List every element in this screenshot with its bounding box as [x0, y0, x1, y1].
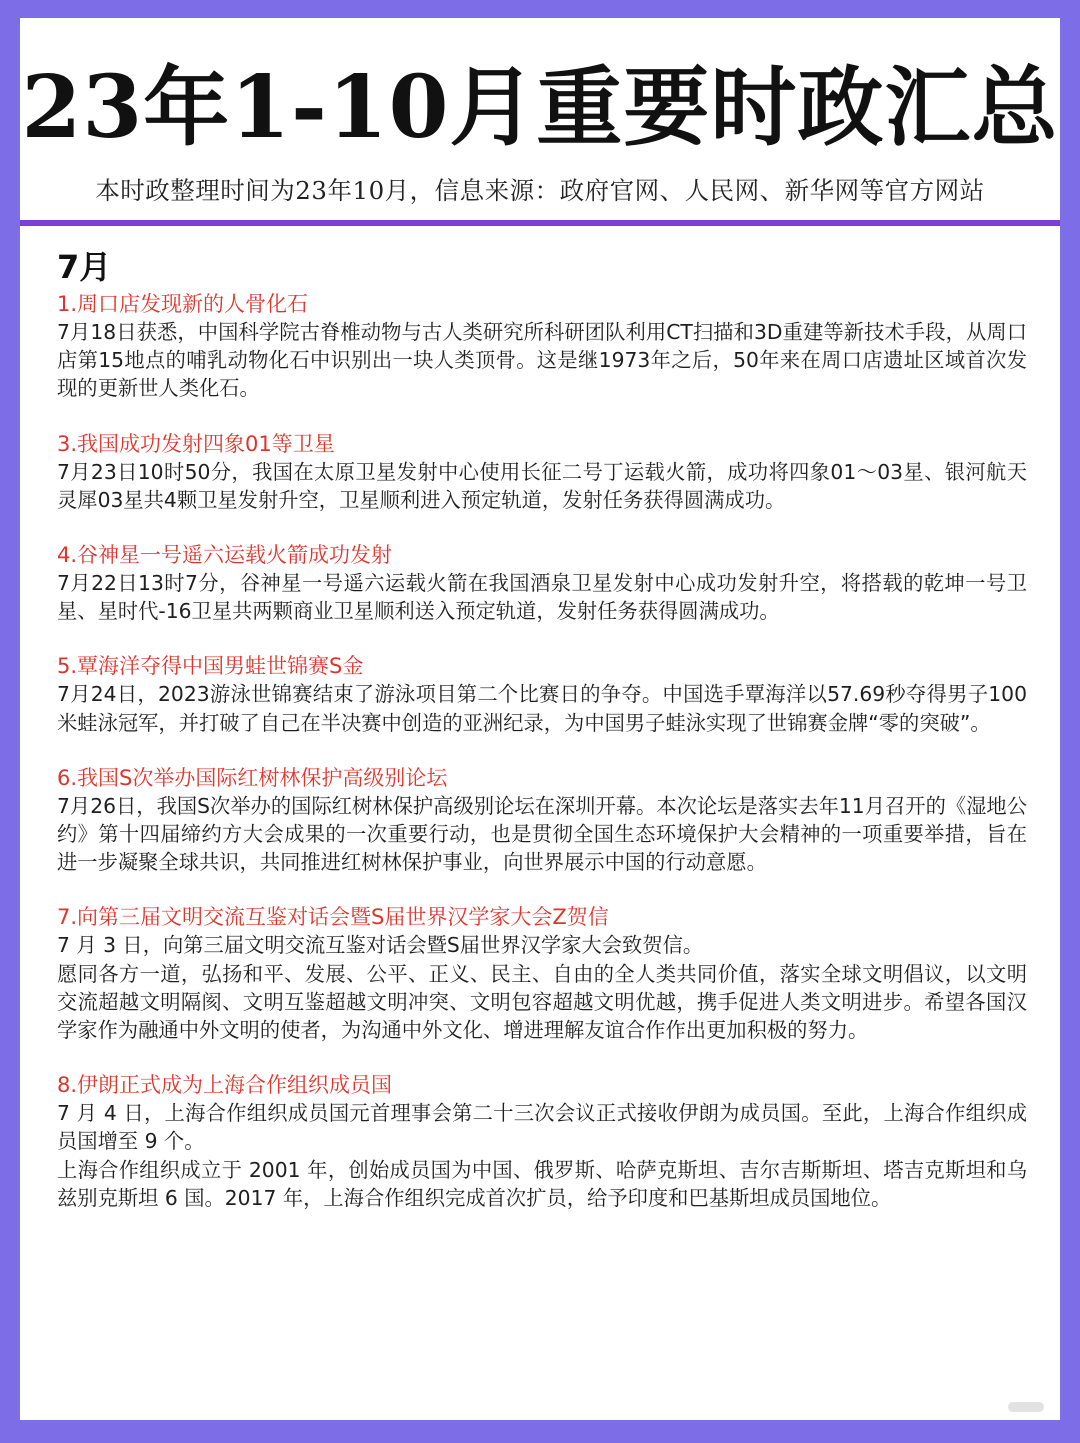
- news-item-paragraph: 上海合作组织成立于 2001 年，创始成员国为中国、俄罗斯、哈萨克斯坦、吉尔吉斯斯坦、塔吉克斯坦和乌兹别克斯坦 6 国。2017 年，上海合作组织完成首次扩员，给予印度和巴基斯坦成员国地位。: [57, 1157, 1027, 1210]
- news-item-title: 4.谷神星一号遥六运载火箭成功发射: [57, 543, 393, 568]
- news-item: [57, 903, 1027, 1044]
- page-title: 23年1-10月重要时政汇总: [21, 57, 1059, 158]
- news-item-title: 8.伊朗正式成为上海合作组织成员国: [57, 1073, 393, 1098]
- news-item: [57, 1071, 1027, 1212]
- news-item-paragraph: 7月22日13时7分，谷神星一号遥六运载火箭在我国酒泉卫星发射中心成功发射升空，将搭载的乾坤一号卫星、星时代-16卫星共两颗商业卫星顺利送入预定轨道，发射任务获得圆满成功。: [57, 571, 1027, 624]
- news-item-paragraph: 愿同各方一道，弘扬和平、发展、公平、正义、民主、自由的全人类共同价值，落实全球文明倡议，以文明交流超越文明隔阂、文明互鉴超越文明冲突、文明包容超越文明优越，携手促进人类文明进步。希望各国汉学家作为融通中外文明的使者，为沟通中外文化、增进理解友谊合作作出更加积极的努力。: [57, 961, 1027, 1043]
- news-item: [57, 290, 1027, 403]
- news-item-paragraph: 7月24日，2023游泳世锦赛结束了游泳项目第二个比赛日的争夺。中国选手覃海洋以57.69秒夺得男子100米蛙泳冠军，并打破了自己在半决赛中创造的亚洲纪录，为中国男子蛙泳实现了世锦赛金牌“零的突破”。: [57, 682, 1027, 735]
- news-item-title: 3.我国成功发射四象01等卫星: [57, 431, 335, 456]
- news-item: [57, 764, 1027, 877]
- news-item-paragraph: 7 月 3 日，向第三届文明交流互鉴对话会暨S届世界汉学家大会致贺信。: [57, 933, 704, 958]
- news-item-title: 5.覃海洋夺得中国男蛙世锦赛S金: [57, 654, 364, 679]
- news-item-paragraph: 7月26日，我国S次举办的国际红树林保护高级别论坛在深圳开幕。本次论坛是落实去年11月召开的《湿地公约》第十四届缔约方大会成果的一次重要行动，也是贯彻全国生态环境保护大会精神的一项重要举措，旨在进一步凝聚全球共识，共同推进红树林保护事业，向世界展示中国的行动意愿。: [57, 793, 1027, 875]
- news-item: [57, 430, 1027, 514]
- news-item: [57, 541, 1027, 625]
- source-note: 本时政整理时间为23年10月，信息来源：政府官网、人民网、新华网等官方网站: [95, 176, 985, 205]
- month-heading: 7月: [57, 248, 112, 286]
- news-item-paragraph: 7月18日获悉，中国科学院古脊椎动物与古人类研究所科研团队利用CT扫描和3D重建等新技术手段，从周口店第15地点的哺乳动物化石中识别出一块人类顶骨。这是继1973年之后，50年来在周口店遗址区域首次发现的更新世人类化石。: [57, 320, 1027, 401]
- news-item: [57, 652, 1027, 736]
- header-divider: [20, 220, 1060, 226]
- news-item-title: 6.我国S次举办国际红树林保护高级别论坛: [57, 765, 448, 790]
- news-item-title: 7.向第三届文明交流互鉴对话会暨S届世界汉学家大会Z贺信: [57, 905, 609, 930]
- news-item-paragraph: 7 月 4 日，上海合作组织成员国元首理事会第二十三次会议正式接收伊朗为成员国。至此，上海合作组织成员国增至 9 个。: [57, 1101, 1027, 1154]
- news-item-paragraph: 7月23日10时50分，我国在太原卫星发射中心使用长征二号丁运载火箭，成功将四象01～03星、银河航天灵犀03星共4颗卫星发射升空，卫星顺利进入预定轨道，发射任务获得圆满成功。: [57, 459, 1027, 512]
- news-list: [57, 246, 1027, 1239]
- watermark-mark: [1008, 1402, 1044, 1412]
- content-card: [20, 18, 1060, 1420]
- news-items: [57, 290, 1027, 1212]
- news-item-title: 1.周口店发现新的人骨化石: [57, 292, 309, 316]
